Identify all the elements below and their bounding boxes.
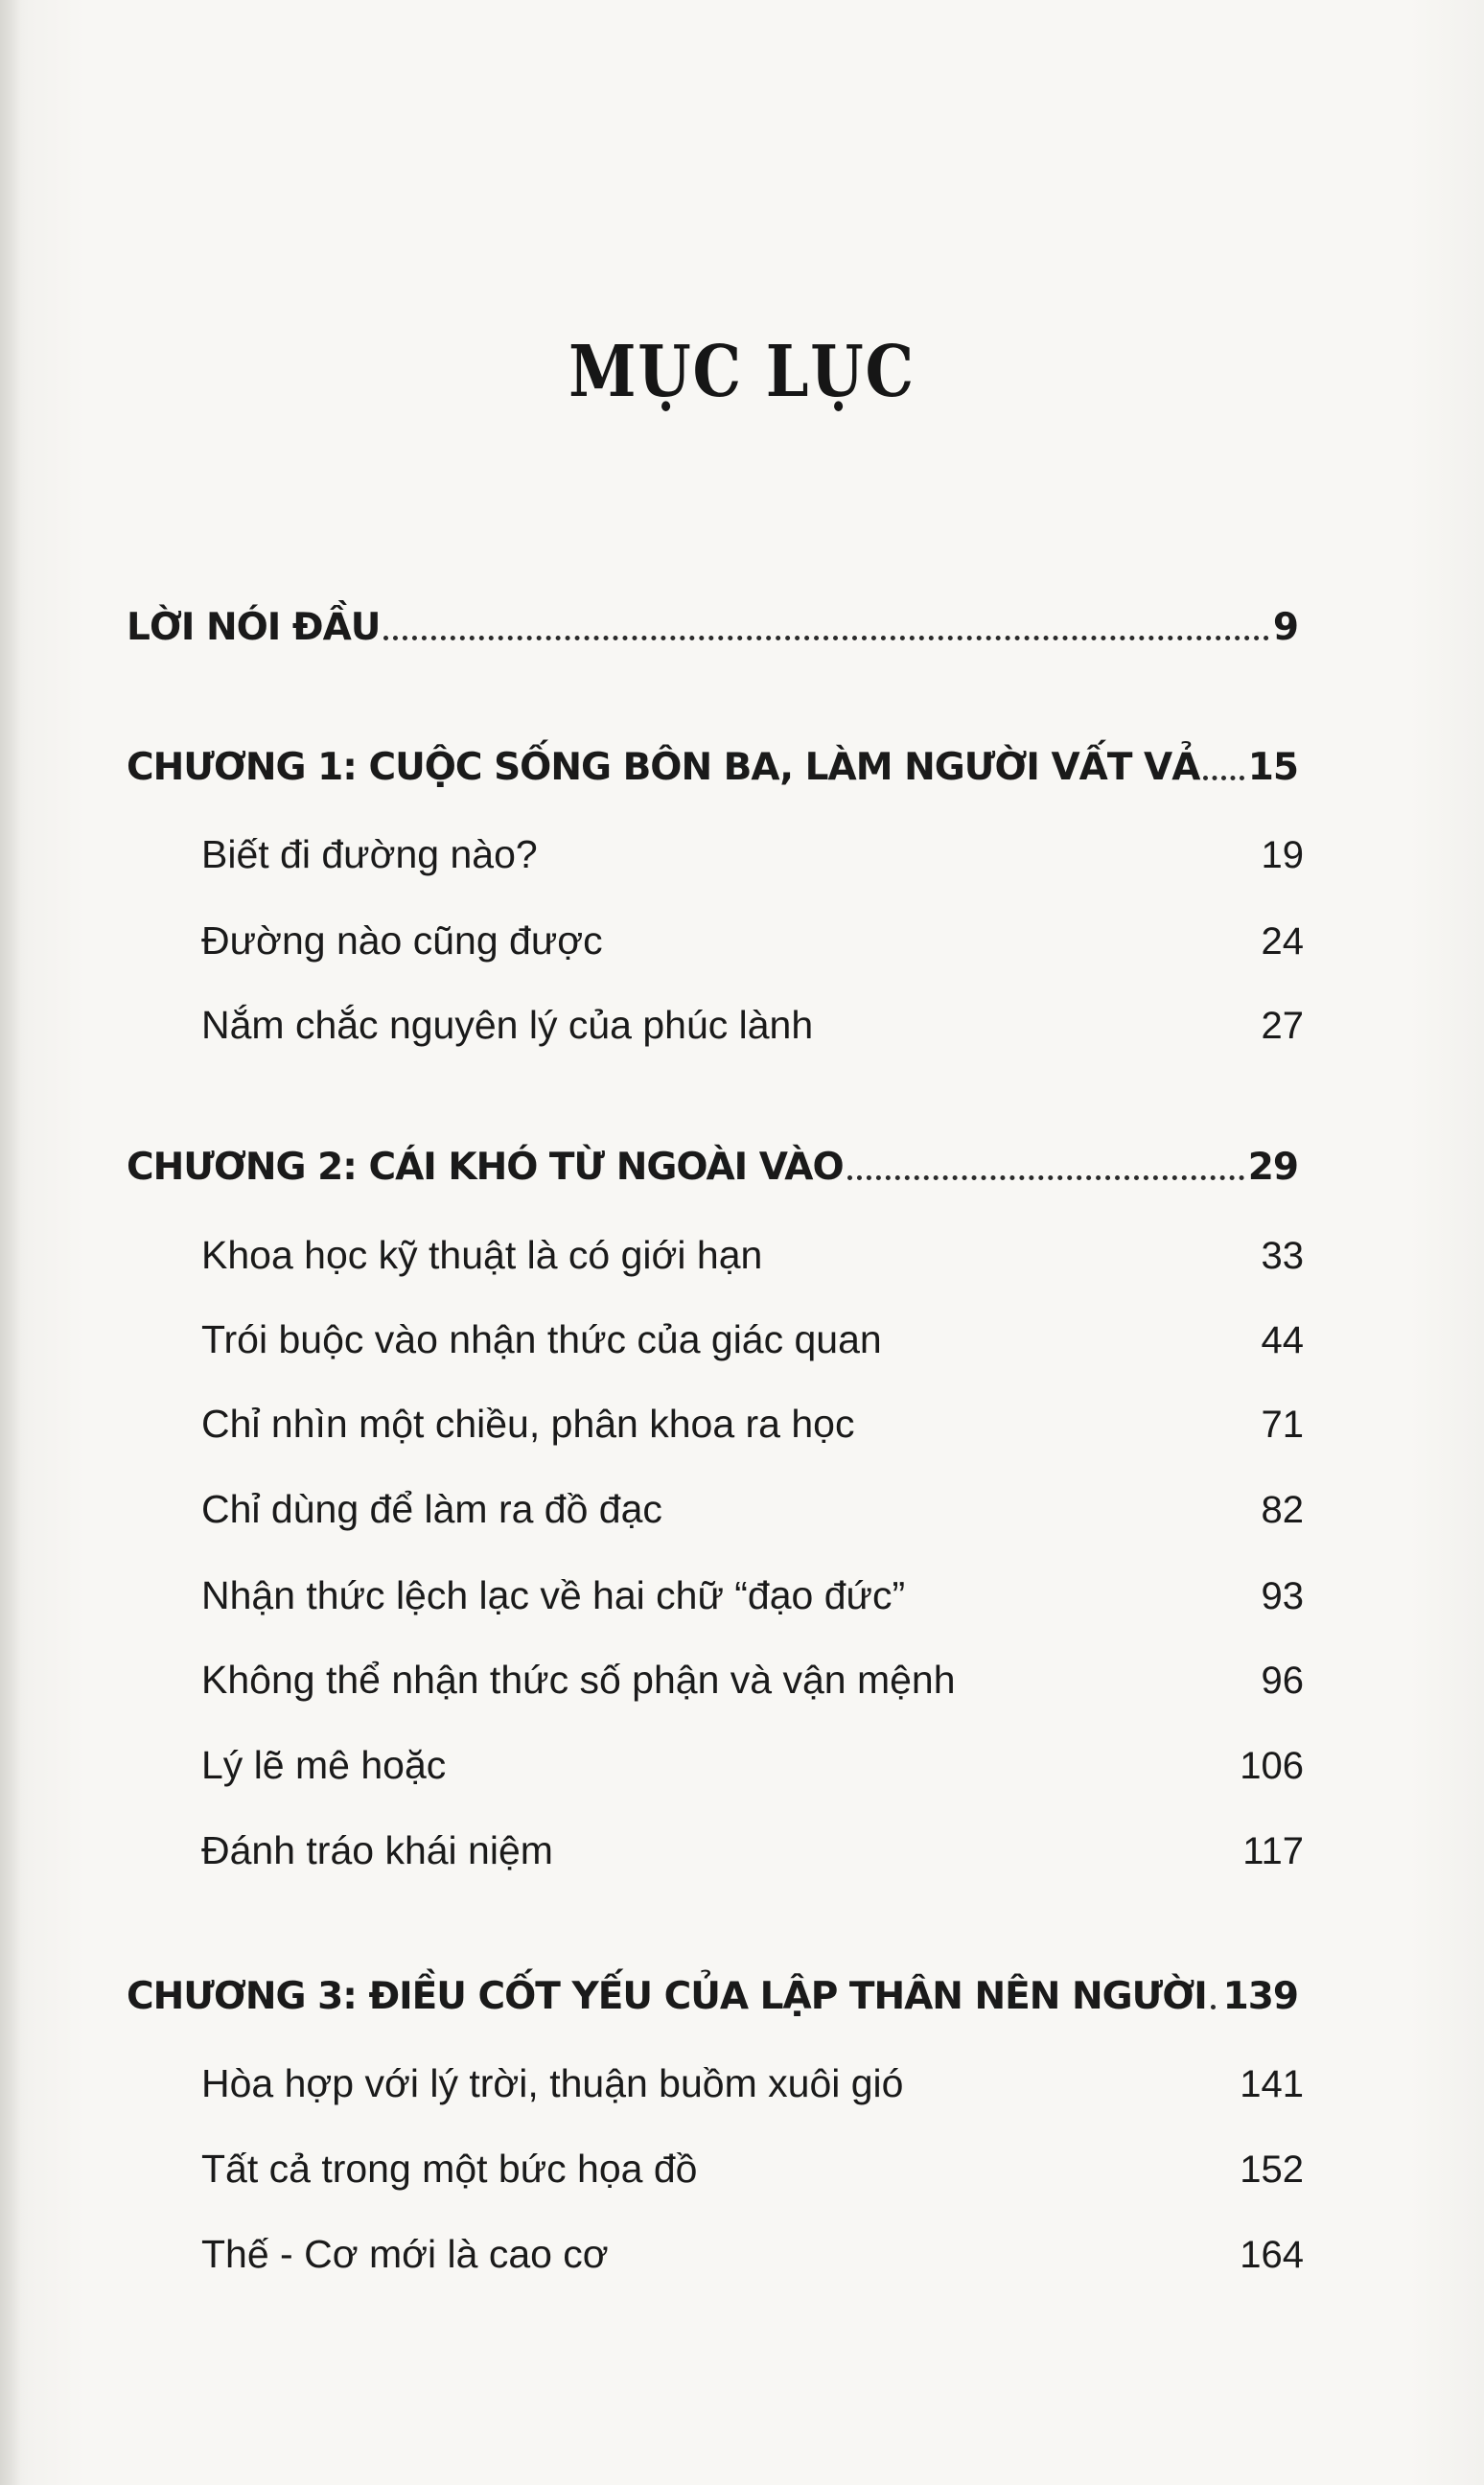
toc-chapter-2 (127, 1146, 1298, 1189)
toc-label: Nhận thức lệch lạc về hai chữ “đạo đức” (201, 1573, 906, 1617)
toc-section (201, 1402, 1304, 1447)
toc-label: Khoa học kỹ thuật là có giới hạn (201, 1233, 763, 1277)
toc-label: Đường nào cũng được (201, 918, 603, 963)
toc-label: Hòa hợp với lý trời, thuận buồm xuôi gió (201, 2061, 904, 2105)
dot-leader (1211, 2005, 1219, 2009)
toc-section (201, 2147, 1304, 2192)
toc-label: Lý lẽ mê hoặc (201, 1743, 447, 1787)
toc-label: Không thể nhận thức số phận và vận mệnh (201, 1658, 956, 1702)
dot-leader (383, 636, 1268, 640)
page-title: MỤC LỤC (568, 331, 916, 413)
toc-page-number: 27 (1261, 1005, 1304, 1047)
toc-page-number: 15 (1247, 746, 1298, 789)
toc-label: LỜI NÓI ĐẦU (127, 606, 381, 649)
toc-label: Nắm chắc nguyên lý của phúc lành (201, 1003, 814, 1047)
toc-page-number: 44 (1261, 1319, 1304, 1361)
toc-chapter-preface (127, 606, 1298, 649)
toc-section (201, 2061, 1304, 2106)
toc-page-number: 141 (1240, 2063, 1304, 2105)
toc-page-number: 93 (1261, 1575, 1304, 1617)
toc-chapter-3 (127, 1975, 1298, 2018)
toc-label: CHƯƠNG 3: ĐIỀU CỐT YẾU CỦA LẬP THÂN NÊN NGƯỜI (127, 1975, 1207, 2018)
toc-page-number: 24 (1261, 920, 1304, 963)
toc-section (201, 1573, 1304, 1618)
toc-label: Biết đi đường nào? (201, 832, 538, 876)
toc-page-number: 9 (1272, 606, 1298, 649)
toc-label: Trói buộc vào nhận thức của giác quan (201, 1317, 882, 1361)
toc-chapter-1 (127, 746, 1298, 789)
toc-page-number: 152 (1240, 2148, 1304, 2191)
toc-page-number: 117 (1242, 1830, 1304, 1872)
toc-section (201, 2232, 1304, 2277)
toc-section (201, 1487, 1304, 1532)
toc-page-number: 106 (1240, 1745, 1304, 1787)
dot-leader (847, 1175, 1244, 1180)
toc-section (201, 1317, 1304, 1362)
toc-label: Chỉ nhìn một chiều, phân khoa ra học (201, 1402, 855, 1446)
toc-section (201, 1658, 1304, 1703)
dot-leader (1203, 776, 1243, 780)
toc-label: Thế - Cơ mới là cao cơ (201, 2232, 609, 2276)
toc-page-number: 19 (1261, 834, 1304, 876)
toc-label: Tất cả trong một bức họa đồ (201, 2147, 698, 2191)
toc-label: CHƯƠNG 2: CÁI KHÓ TỪ NGOÀI VÀO (127, 1146, 844, 1189)
toc-label: Đánh tráo khái niệm (201, 1828, 553, 1872)
toc-label: Chỉ dùng để làm ra đồ đạc (201, 1487, 662, 1531)
toc-page-number: 96 (1261, 1660, 1304, 1702)
toc-section (201, 832, 1304, 877)
toc-page-number: 82 (1261, 1489, 1304, 1531)
toc-label: CHƯƠNG 1: CUỘC SỐNG BÔN BA, LÀM NGƯỜI VẤT VẢ (127, 746, 1200, 789)
toc-page-number: 164 (1240, 2234, 1304, 2276)
toc-page-number: 139 (1222, 1975, 1298, 2018)
toc-page-number: 71 (1261, 1404, 1304, 1446)
toc-section (201, 918, 1304, 964)
toc-section (201, 1828, 1304, 1873)
toc-section (201, 1743, 1304, 1788)
toc-section (201, 1003, 1304, 1048)
toc-page-number: 33 (1261, 1235, 1304, 1277)
toc-page-number: 29 (1247, 1146, 1298, 1189)
toc-section (201, 1233, 1304, 1278)
